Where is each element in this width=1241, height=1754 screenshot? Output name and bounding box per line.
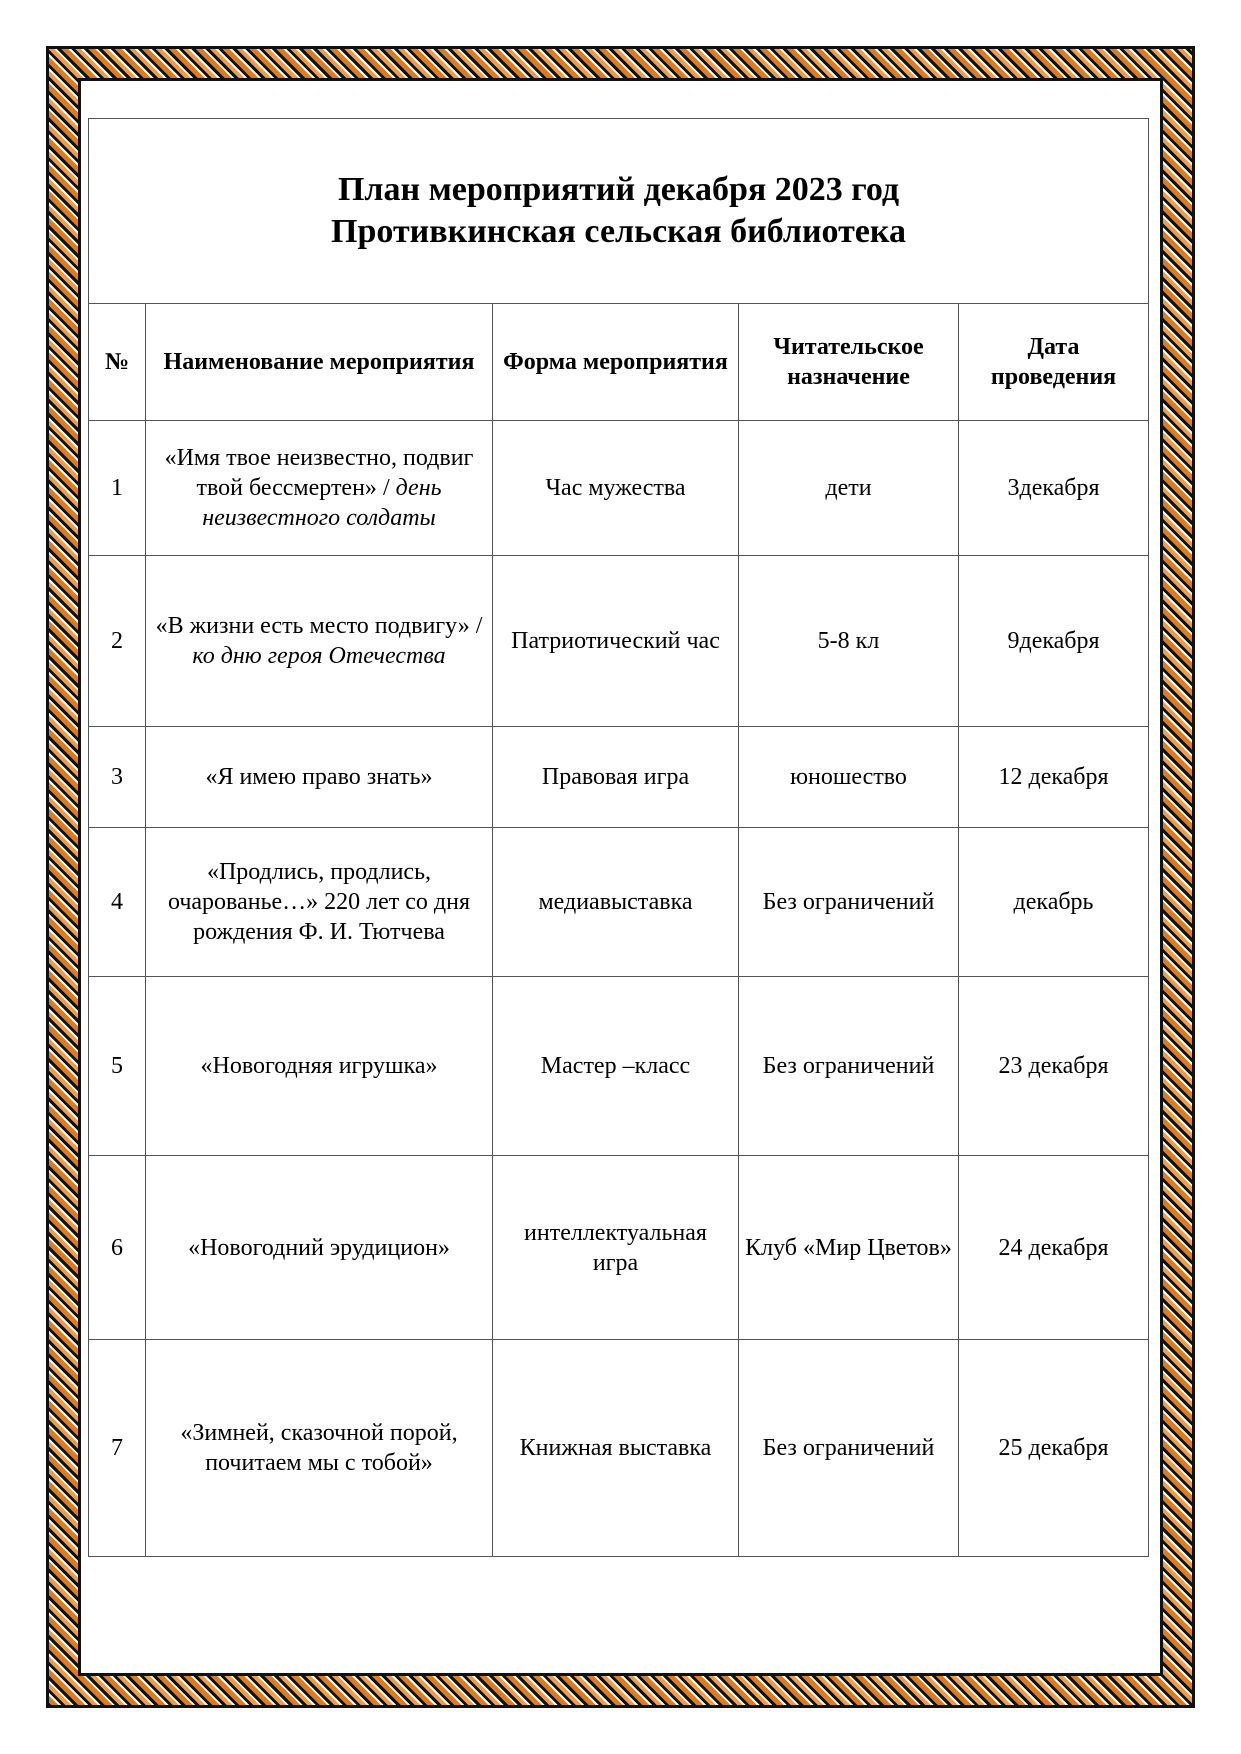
table-row (89, 977, 1149, 1156)
row-date: 24 декабря (959, 1156, 1149, 1340)
row-form: Мастер –класс (493, 977, 739, 1156)
table-row (89, 727, 1149, 828)
row-form: интеллектуальная игра (493, 1156, 739, 1340)
table-row (89, 421, 1149, 556)
row-num: 6 (89, 1156, 146, 1340)
row-num: 5 (89, 977, 146, 1156)
library-name: Противкинская сельская библиотека (331, 213, 906, 250)
row-date: 3декабря (959, 421, 1149, 556)
header-form: Форма мероприятия (493, 304, 739, 421)
row-audience: дети (739, 421, 959, 556)
table-row (89, 1340, 1149, 1557)
row-audience: 5-8 кл (739, 556, 959, 727)
row-form: Час мужества (493, 421, 739, 556)
header-date: Дата проведения (959, 304, 1149, 421)
title-cell (89, 119, 1149, 304)
row-audience: юношество (739, 727, 959, 828)
row-form: Правовая игра (493, 727, 739, 828)
table-row (89, 1156, 1149, 1340)
row-audience: Без ограничений (739, 977, 959, 1156)
row-date: 12 декабря (959, 727, 1149, 828)
row-form: Книжная выставка (493, 1340, 739, 1557)
row-num: 2 (89, 556, 146, 727)
row-name: «Имя твое неизвестно, подвиг твой бессмертен» / день неизвестного солдаты (146, 421, 493, 556)
page-title: План мероприятий декабря 2023 год (337, 171, 900, 208)
events-table (88, 118, 1149, 1557)
table-row (89, 556, 1149, 727)
row-name: «Новогодний эрудицион» (146, 1156, 493, 1340)
header-row (89, 304, 1149, 421)
row-form: Патриотический час (493, 556, 739, 727)
table-row (89, 828, 1149, 977)
row-num: 4 (89, 828, 146, 977)
header-num: № (89, 304, 146, 421)
row-audience: Клуб «Мир Цветов» (739, 1156, 959, 1340)
header-audience: Читательское назначение (739, 304, 959, 421)
row-name: «Продлись, продлись, очарованье…» 220 лет со дня рождения Ф. И. Тютчева (146, 828, 493, 977)
row-name: «В жизни есть место подвигу» / ко дню героя Отечества (146, 556, 493, 727)
header-name: Наименование мероприятия (146, 304, 493, 421)
row-date: 23 декабря (959, 977, 1149, 1156)
row-audience: Без ограничений (739, 1340, 959, 1557)
row-form: медиавыставка (493, 828, 739, 977)
row-name: «Зимней, сказочной порой, почитаем мы с тобой» (146, 1340, 493, 1557)
row-audience: Без ограничений (739, 828, 959, 977)
row-date: 9декабря (959, 556, 1149, 727)
row-name: «Я имею право знать» (146, 727, 493, 828)
row-date: 25 декабря (959, 1340, 1149, 1557)
document-body (88, 118, 1148, 1557)
row-num: 1 (89, 421, 146, 556)
row-name: «Новогодняя игрушка» (146, 977, 493, 1156)
row-num: 3 (89, 727, 146, 828)
row-date: декабрь (959, 828, 1149, 977)
row-num: 7 (89, 1340, 146, 1557)
